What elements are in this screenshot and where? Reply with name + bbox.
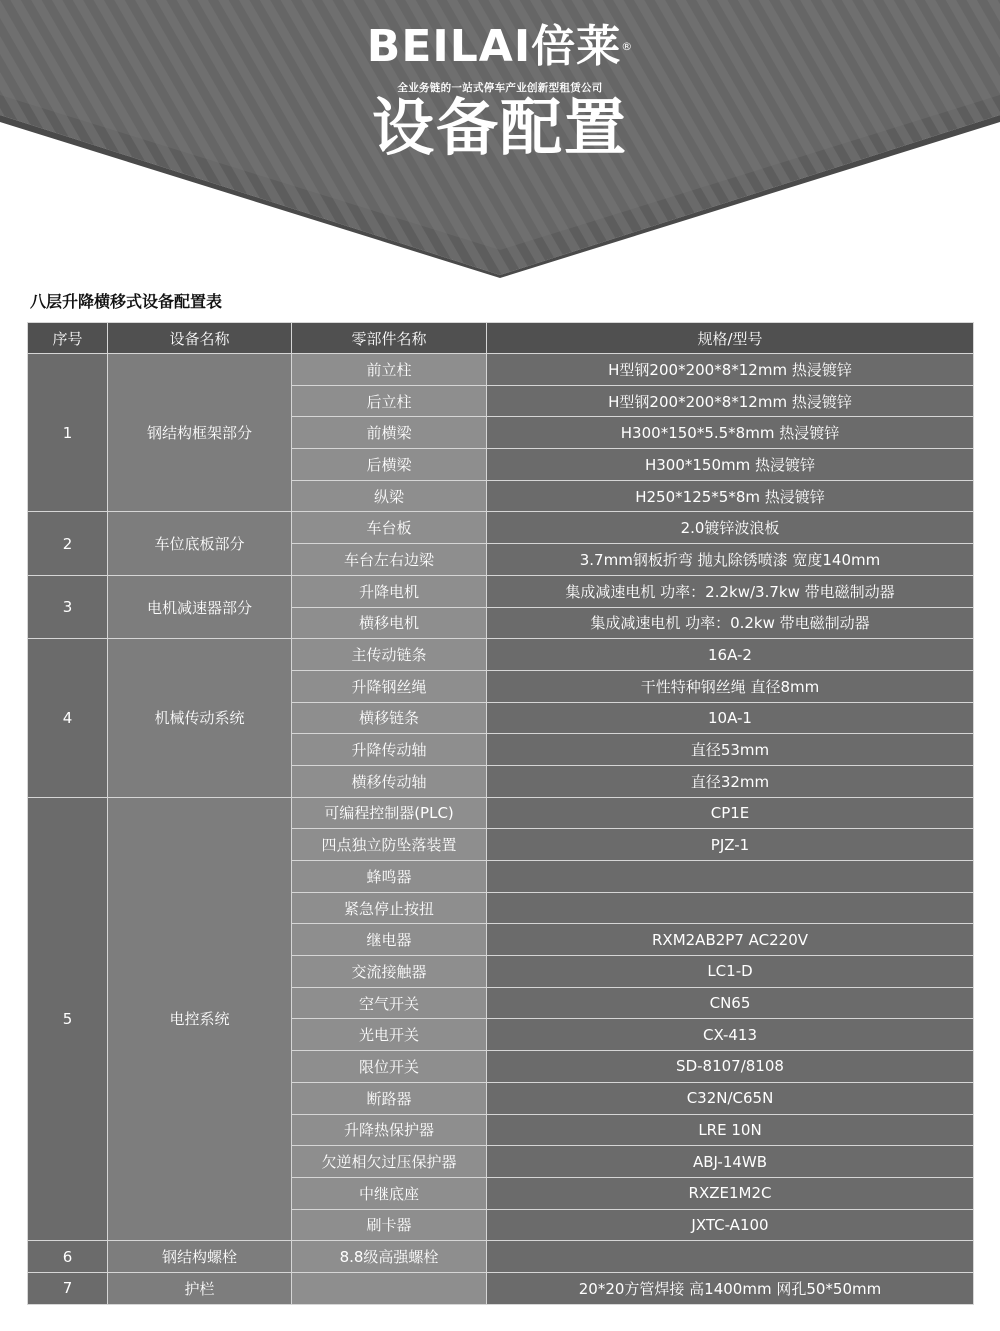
cell-part-name: 横移电机 xyxy=(292,607,487,639)
cell-part-name: 前横梁 xyxy=(292,417,487,449)
table-title: 八层升降横移式设备配置表 xyxy=(30,292,223,311)
cell-part-name: 升降热保护器 xyxy=(292,1114,487,1146)
cell-part-name: 紧急停止按扭 xyxy=(292,892,487,924)
cell-spec: PJZ-1 xyxy=(487,829,974,861)
cell-part-name: 欠逆相欠过压保护器 xyxy=(292,1146,487,1178)
cell-group-number: 4 xyxy=(28,639,108,797)
registered-mark: ® xyxy=(621,40,634,53)
cell-part-name: 限位开关 xyxy=(292,1051,487,1083)
brand-name: BEILAI倍莱 xyxy=(366,21,622,72)
cell-part-name: 升降传动轴 xyxy=(292,734,487,766)
cell-part-name: 刷卡器 xyxy=(292,1209,487,1241)
equipment-config-table xyxy=(27,322,974,1305)
cell-spec xyxy=(487,861,974,893)
cell-part-name: 前立柱 xyxy=(292,354,487,386)
cell-spec: CN65 xyxy=(487,987,974,1019)
cell-spec: 2.0镀锌波浪板 xyxy=(487,512,974,544)
cell-equipment-name: 钢结构螺栓 xyxy=(108,1241,292,1273)
cell-equipment-name: 电机减速器部分 xyxy=(108,575,292,638)
cell-group-number: 7 xyxy=(28,1272,108,1304)
cell-equipment-name: 车位底板部分 xyxy=(108,512,292,575)
cell-equipment-name: 电控系统 xyxy=(108,797,292,1241)
cell-spec: JXTC-A100 xyxy=(487,1209,974,1241)
cell-equipment-name: 护栏 xyxy=(108,1272,292,1304)
header-cell-equipment: 设备名称 xyxy=(108,323,292,354)
cell-spec: C32N/C65N xyxy=(487,1082,974,1114)
cell-part-name: 光电开关 xyxy=(292,1019,487,1051)
cell-spec xyxy=(487,1241,974,1273)
cell-part-name: 横移链条 xyxy=(292,702,487,734)
cell-spec: H300*150*5.5*8mm 热浸镀锌 xyxy=(487,417,974,449)
cell-part-name: 升降钢丝绳 xyxy=(292,670,487,702)
cell-group-number: 3 xyxy=(28,575,108,638)
cell-spec: SD-8107/8108 xyxy=(487,1051,974,1083)
cell-part-name: 升降电机 xyxy=(292,575,487,607)
cell-spec: H型钢200*200*8*12mm 热浸镀锌 xyxy=(487,385,974,417)
cell-spec: LC1-D xyxy=(487,956,974,988)
cell-part-name xyxy=(292,1272,487,1304)
table-row xyxy=(28,797,974,829)
cell-part-name: 四点独立防坠落装置 xyxy=(292,829,487,861)
cell-group-number: 2 xyxy=(28,512,108,575)
cell-spec: 3.7mm钢板折弯 抛丸除锈喷漆 宽度140mm xyxy=(487,544,974,576)
page-title: 设备配置 xyxy=(371,91,628,164)
cell-part-name: 断路器 xyxy=(292,1082,487,1114)
table-row xyxy=(28,575,974,607)
cell-part-name: 中继底座 xyxy=(292,1177,487,1209)
cell-part-name: 空气开关 xyxy=(292,987,487,1019)
cell-spec: 20*20方管焊接 高1400mm 网孔50*50mm xyxy=(487,1272,974,1304)
cell-spec: 直径32mm xyxy=(487,765,974,797)
brand-slogan: 全业务链的一站式停车产业创新型租赁公司 xyxy=(397,82,603,94)
cell-part-name: 横移传动轴 xyxy=(292,765,487,797)
cell-equipment-name: 机械传动系统 xyxy=(108,639,292,797)
cell-spec: CP1E xyxy=(487,797,974,829)
cell-spec: 16A-2 xyxy=(487,639,974,671)
cell-spec: 集成减速电机 功率：0.2kw 带电磁制动器 xyxy=(487,607,974,639)
header-cell-part: 零部件名称 xyxy=(292,323,487,354)
cell-spec: ABJ-14WB xyxy=(487,1146,974,1178)
header-cell-spec: 规格/型号 xyxy=(487,323,974,354)
cell-spec: 集成减速电机 功率：2.2kw/3.7kw 带电磁制动器 xyxy=(487,575,974,607)
cell-part-name: 车台板 xyxy=(292,512,487,544)
table-row xyxy=(28,354,974,386)
cell-spec: 直径53mm xyxy=(487,734,974,766)
cell-spec: RXZE1M2C xyxy=(487,1177,974,1209)
table-row xyxy=(28,512,974,544)
cell-spec: LRE 10N xyxy=(487,1114,974,1146)
cell-group-number: 1 xyxy=(28,354,108,512)
cell-part-name: 车台左右边梁 xyxy=(292,544,487,576)
cell-part-name: 继电器 xyxy=(292,924,487,956)
cell-spec: CX-413 xyxy=(487,1019,974,1051)
table-row xyxy=(28,1272,974,1304)
cell-group-number: 5 xyxy=(28,797,108,1241)
cell-equipment-name: 钢结构框架部分 xyxy=(108,354,292,512)
header-banner xyxy=(0,0,1000,280)
table-row xyxy=(28,1241,974,1273)
cell-part-name: 后立柱 xyxy=(292,385,487,417)
cell-spec: H250*125*5*8m 热浸镀锌 xyxy=(487,480,974,512)
cell-spec: 干性特种钢丝绳 直径8mm xyxy=(487,670,974,702)
table-header-row xyxy=(28,323,974,354)
cell-part-name: 可编程控制器(PLC) xyxy=(292,797,487,829)
cell-spec: RXM2AB2P7 AC220V xyxy=(487,924,974,956)
cell-part-name: 交流接触器 xyxy=(292,956,487,988)
cell-group-number: 6 xyxy=(28,1241,108,1273)
cell-spec: H型钢200*200*8*12mm 热浸镀锌 xyxy=(487,354,974,386)
cell-part-name: 8.8级高强螺栓 xyxy=(292,1241,487,1273)
header-cell-no: 序号 xyxy=(28,323,108,354)
cell-spec xyxy=(487,892,974,924)
table-row xyxy=(28,639,974,671)
cell-part-name: 主传动链条 xyxy=(292,639,487,671)
cell-spec: H300*150mm 热浸镀锌 xyxy=(487,449,974,481)
cell-spec: 10A-1 xyxy=(487,702,974,734)
cell-part-name: 蜂鸣器 xyxy=(292,861,487,893)
brand-logo xyxy=(360,22,640,72)
table-body xyxy=(28,354,974,1305)
cell-part-name: 纵梁 xyxy=(292,480,487,512)
cell-part-name: 后横梁 xyxy=(292,449,487,481)
